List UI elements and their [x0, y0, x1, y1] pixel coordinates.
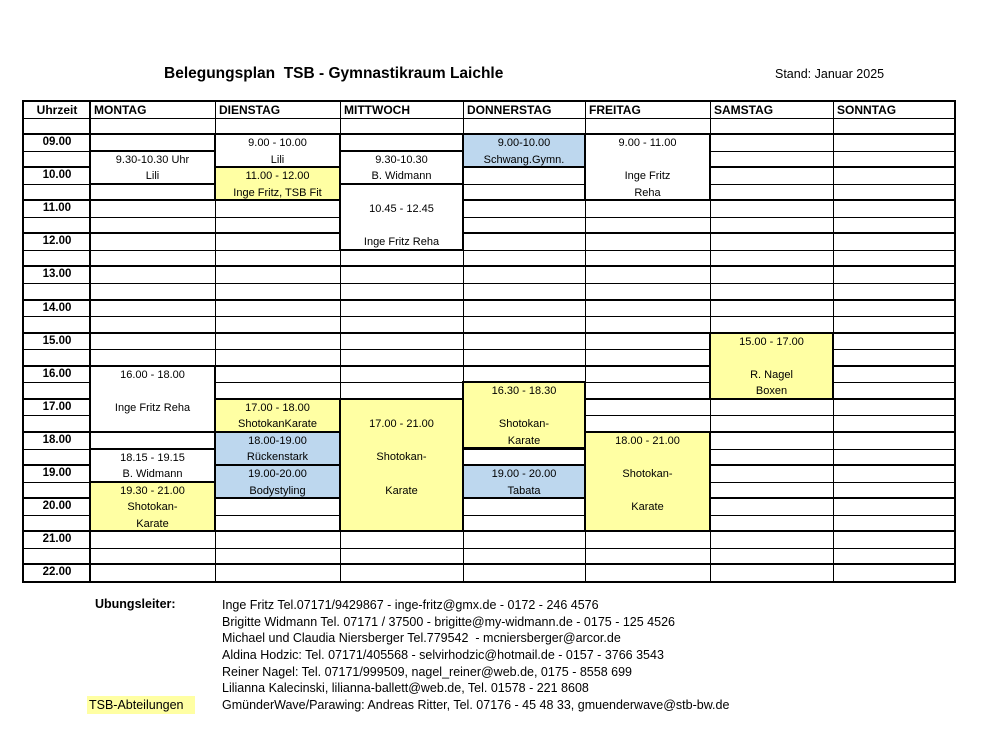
booking-block [214, 398, 341, 433]
booking-line: Karate [631, 501, 664, 514]
booking-block [89, 150, 216, 185]
contact-line: Lilianna Kalecinski, lilianna-ballett@web.de, Tel. 01578 - 221 8608 [222, 681, 589, 696]
day-header-sonntag: SONNTAG [837, 103, 897, 117]
booking-line [464, 400, 584, 417]
booking-line [341, 433, 462, 450]
hour-gridline [24, 563, 954, 565]
time-column-header: Uhrzeit [36, 103, 78, 117]
half-hour-gridline [24, 316, 954, 317]
booking-block [89, 448, 216, 483]
booking-block [214, 166, 341, 201]
booking-line: Rückenstark [246, 451, 309, 464]
booking-line: 15.00 - 17.00 [739, 335, 804, 348]
booking-block [462, 133, 586, 168]
booking-line [711, 350, 832, 367]
booking-line: Bodystyling [249, 484, 306, 497]
hour-gridline [24, 232, 954, 234]
day-header-freitag: FREITAG [589, 103, 641, 117]
hour-label: 16.00 [42, 367, 72, 380]
half-hour-gridline [24, 283, 954, 284]
half-hour-gridline [24, 250, 954, 251]
booking-line [341, 466, 462, 483]
booking-line: 11.00 - 12.00 [245, 170, 310, 183]
hour-label: 22.00 [42, 566, 72, 579]
booking-line: 9.30-10.30 [375, 153, 428, 166]
booking-line: B. Widmann [122, 468, 183, 481]
hour-label: 11.00 [42, 202, 72, 215]
hour-label: 15.00 [42, 334, 72, 347]
day-header-mittwoch: MITTWOCH [344, 103, 410, 117]
booking-block [584, 431, 711, 532]
booking-line: 9.00 - 10.00 [248, 137, 307, 150]
booking-line [341, 185, 462, 202]
booking-block [462, 381, 586, 449]
hour-label: 18.00 [42, 433, 72, 446]
booking-line: 19.30 - 21.00 [120, 484, 185, 497]
leaders-label: Ubungsleiter: [95, 597, 176, 611]
booking-line: Tabata [507, 484, 541, 497]
booking-line: 10.45 - 12.45 [369, 203, 434, 216]
booking-line: Karate [136, 517, 169, 530]
booking-line: Karate [385, 484, 418, 497]
hour-label: 10.00 [42, 169, 72, 182]
booking-line: 18.00 - 21.00 [615, 434, 680, 447]
booking-line: Boxen [755, 385, 788, 398]
hour-label: 14.00 [42, 301, 72, 314]
booking-line: 18.15 - 19.15 [120, 451, 185, 464]
contact-line: Michael und Claudia Niersberger Tel.779542 - mcniersberger@arcor.de [222, 631, 621, 646]
booking-line [586, 152, 709, 169]
booking-line: Shotokan- [376, 451, 427, 464]
booking-block [339, 183, 464, 251]
booking-line [341, 218, 462, 235]
booking-block [214, 431, 341, 466]
departments-label: TSB-Abteilungen [87, 696, 195, 714]
booking-line: 17.00 - 21.00 [369, 418, 434, 431]
hour-label: 13.00 [42, 268, 72, 281]
booking-line: 17.00 - 18.00 [245, 401, 310, 414]
booking-line: 9.00 - 11.00 [618, 137, 677, 150]
booking-block [584, 133, 711, 201]
booking-block [339, 398, 464, 532]
booking-line: Inge Fritz [624, 170, 671, 183]
stand-date: Stand: Januar 2025 [775, 67, 885, 81]
booking-line: 16.30 - 18.30 [491, 385, 557, 398]
hour-label: 09.00 [42, 136, 72, 149]
booking-line: R. Nagel [750, 368, 793, 381]
booking-line [91, 383, 214, 400]
hour-label: 20.00 [42, 500, 72, 513]
hour-label: 21.00 [42, 533, 72, 546]
day-header-samstag: SAMSTAG [714, 103, 774, 117]
booking-line: Inge Fritz Reha [363, 236, 440, 249]
contact-line: GmünderWave/Parawing: Andreas Ritter, Tel. 07176 - 45 48 33, gmuenderwave@stb-bw.de [222, 697, 730, 712]
hour-gridline [24, 265, 954, 267]
contact-line: Reiner Nagel: Tel. 07171/999509, nagel_reiner@web.de, 0175 - 8558 699 [222, 664, 632, 679]
booking-line [586, 483, 709, 500]
booking-block [462, 464, 586, 499]
booking-block [214, 133, 341, 168]
booking-line: Shotokan- [622, 468, 673, 481]
half-hour-gridline [24, 217, 954, 218]
contact-line: Brigitte Widmann Tel. 07171 / 37500 - brigitte@my-widmann.de - 0175 - 125 4526 [222, 614, 675, 629]
contact-list [222, 597, 729, 714]
hour-gridline [24, 299, 954, 301]
booking-line: Shotokan- [498, 418, 550, 431]
booking-line: Reha [634, 186, 661, 199]
booking-line: B. Widmann [371, 170, 432, 183]
hour-label: 12.00 [42, 235, 72, 248]
booking-line: 19.00-20.00 [248, 468, 307, 481]
booking-line: ShotokanKarate [238, 418, 317, 431]
day-header-dienstag: DIENSTAG [219, 103, 281, 117]
booking-line: Lili [145, 170, 160, 183]
schedule-table [22, 100, 956, 583]
booking-block [214, 464, 341, 499]
page-title: Belegungsplan TSB - Gymnastikraum Laichle [164, 65, 504, 82]
booking-line: 9.00-10.00 [497, 137, 551, 150]
day-header-donnerstag: DONNERSTAG [467, 103, 552, 117]
hour-label: 19.00 [42, 467, 72, 480]
booking-line: Karate [507, 434, 541, 447]
booking-block [339, 150, 464, 185]
booking-line: 18.00-19.00 [248, 434, 307, 447]
booking-line [341, 400, 462, 417]
booking-line: 19.00 - 20.00 [491, 468, 557, 481]
booking-line [586, 449, 709, 466]
booking-line: Inge Fritz Reha [114, 401, 191, 414]
booking-block [89, 365, 216, 433]
half-hour-gridline [24, 548, 954, 549]
day-header-montag: MONTAG [94, 103, 147, 117]
booking-line: Lili [270, 153, 285, 166]
booking-line: Inge Fritz, TSB Fit [233, 186, 322, 199]
booking-block [89, 481, 216, 533]
hour-gridline [24, 199, 954, 201]
booking-line: 9.30-10.30 Uhr [115, 153, 190, 166]
hour-label: 17.00 [42, 400, 72, 413]
booking-block [709, 332, 834, 400]
contact-line: Aldina Hodzic: Tel. 07171/405568 - selvirhodzic@hotmail.de - 0157 - 3766 3543 [222, 647, 664, 662]
booking-line: Schwang.Gymn. [483, 153, 565, 166]
booking-line: Shotokan- [127, 501, 178, 514]
contact-line: Inge Fritz Tel.07171/9429867 - inge-fritz@gmx.de - 0172 - 246 4576 [222, 598, 599, 612]
booking-line: 16.00 - 18.00 [120, 368, 185, 381]
